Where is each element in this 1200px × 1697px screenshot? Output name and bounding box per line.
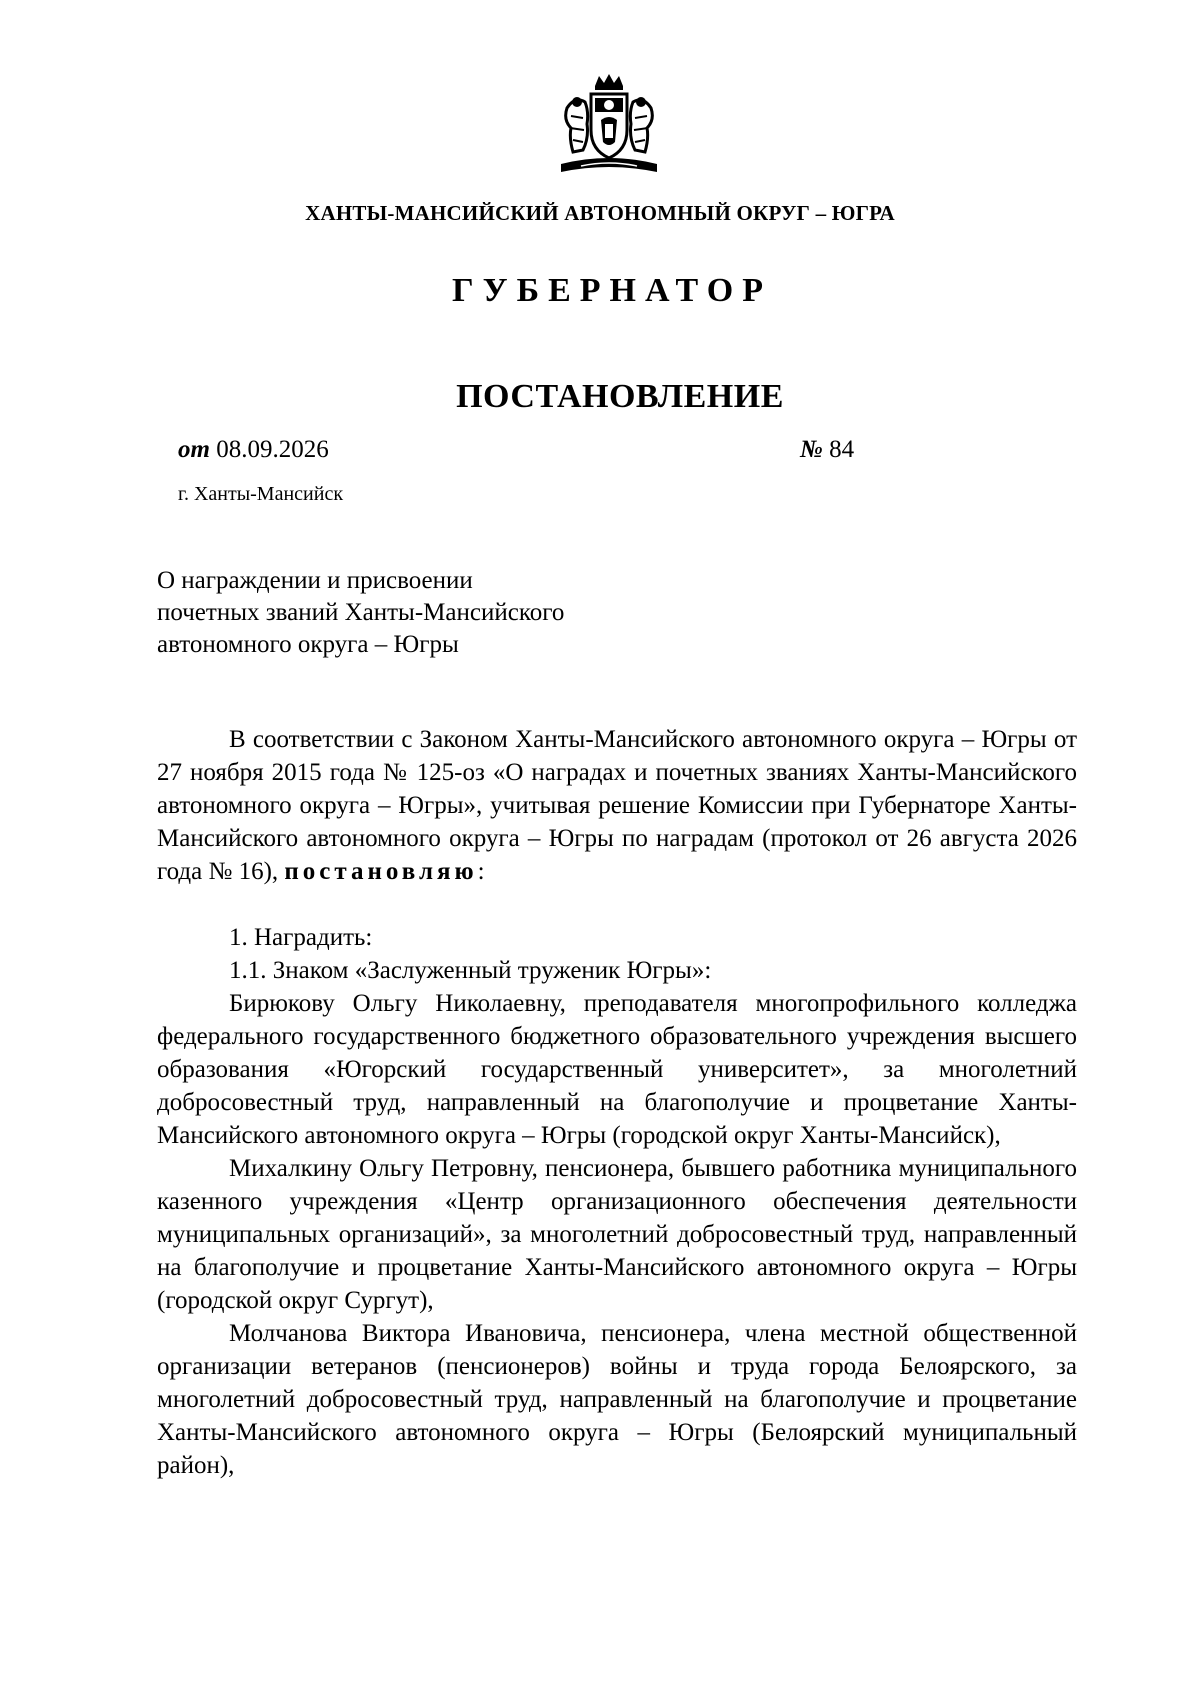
- awardee-paragraph: Молчанова Виктора Ивановича, пенсионера, члена местной общественной организации ветеранов (пенсионеров) войны и труда города Белоярского, за многолетний добросовестный труд, направленный на благополучие и процветание Ханты-Мансийского автономного округа – Югры (Белоярский муниципальный район),: [157, 1320, 1077, 1479]
- decree-city: г. Ханты-Мансийск: [178, 483, 344, 505]
- preamble-paragraph: [157, 723, 1077, 888]
- coat-of-arms-emblem: [557, 72, 661, 180]
- region-heading: ХАНТЫ-МАНСИЙСКИЙ АВТОНОМНЫЙ ОКРУГ – ЮГРА: [305, 201, 895, 225]
- subject-line: О награждении и присвоении: [157, 567, 473, 594]
- item-1: 1. Наградить:: [229, 924, 373, 951]
- document-type-heading: ПОСТАНОВЛЕНИЕ: [456, 378, 784, 415]
- awardee-paragraph: Бирюкову Ольгу Николаевну, преподавателя многопрофильного колледжа федерального государственного бюджетного образовательного учреждения высшего образования «Югорский государственный университет», за многолетний добросовестный труд, направленный на благополучие и процветание Ханты-Мансийского автономного округа – Югры (городской округ Ханты-Мансийск),: [157, 990, 1077, 1149]
- number-prefix: №: [800, 436, 823, 463]
- number-value: 84: [829, 436, 855, 463]
- preamble-text: В соответствии с Законом Ханты-Мансийского автономного округа – Югры от 27 ноября 2015 года № 125-оз «О наградах и почетных званиях Ханты-Мансийского автономного округа – Югры», учитывая решение Комиссии при Губернаторе Ханты-Мансийского автономного округа – Югры по наградам (протокол от 26 августа 2026 года № 16),: [157, 726, 1077, 885]
- subject-line: автономного округа – Югры: [157, 631, 459, 658]
- decree-subject: [157, 565, 717, 661]
- date-value: 08.09.2026: [216, 436, 329, 463]
- decree-body: [157, 723, 1077, 1482]
- resolve-colon: :: [477, 858, 485, 885]
- item-1-1: 1.1. Знаком «Заслуженный труженик Югры»:: [229, 957, 712, 984]
- authority-heading: ГУБЕРНАТОР: [452, 272, 772, 309]
- decree-date: [178, 436, 329, 464]
- decree-number: [800, 436, 854, 464]
- awardee-paragraph: Михалкину Ольгу Петровну, пенсионера, бывшего работника муниципального казенного учреждения «Центр организационного обеспечения деятельности муниципальных организаций», за многолетний добросовестный труд, направленный на благополучие и процветание Ханты-Мансийского автономного округа – Югры (городской округ Сургут),: [157, 1155, 1077, 1314]
- subject-line: почетных званий Ханты-Мансийского: [157, 599, 565, 626]
- resolve-word: постановляю: [284, 858, 478, 885]
- date-prefix: от: [178, 436, 210, 463]
